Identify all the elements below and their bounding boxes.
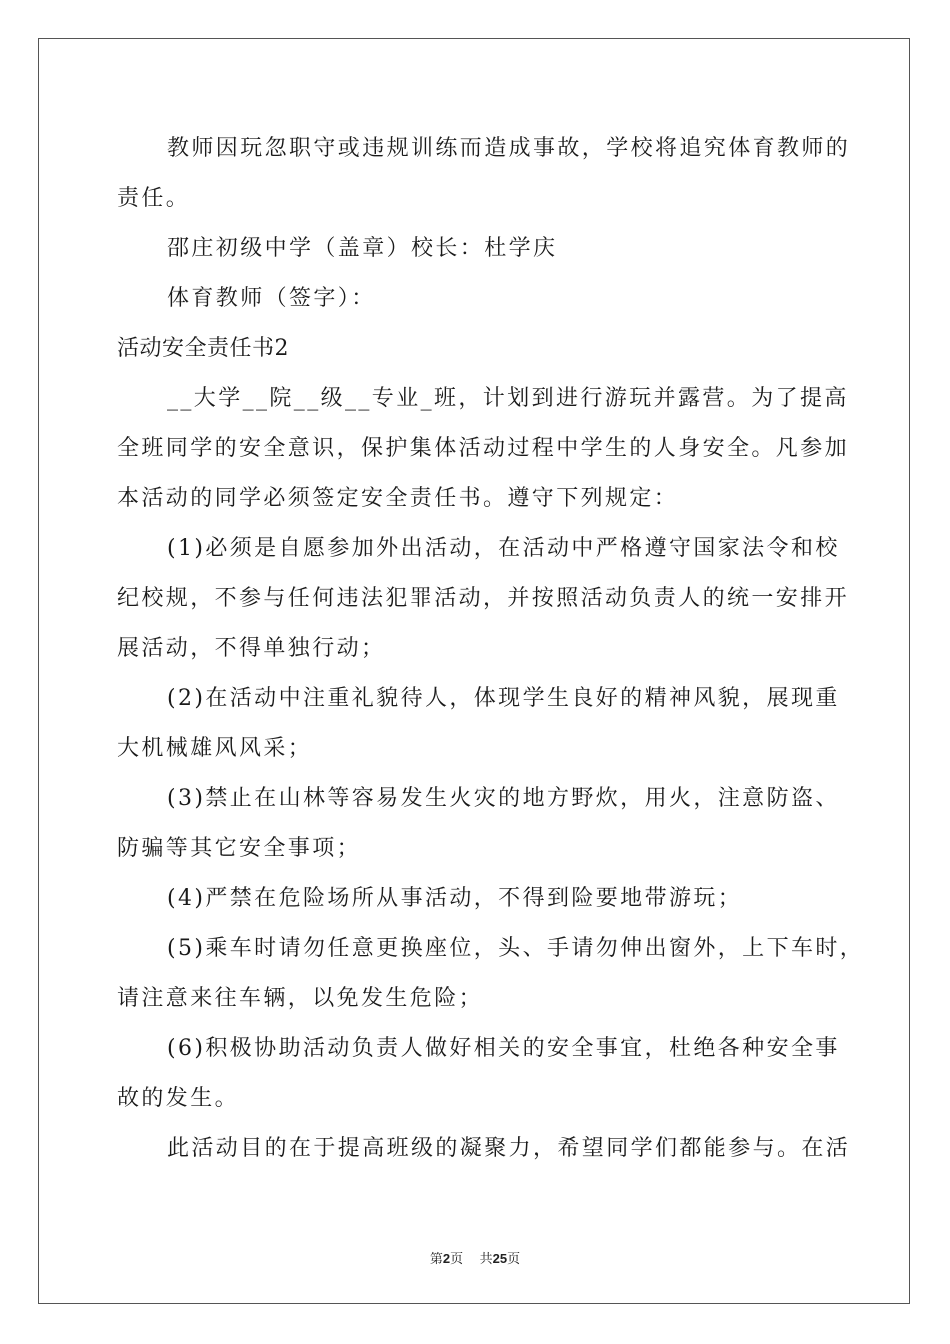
signature-line-school: 邵庄初级中学（盖章）校长：杜学庆 — [167, 236, 558, 261]
paragraph-line: 全班同学的安全意识，保护集体活动过程中学生的人身安全。凡参加 — [117, 436, 850, 461]
rule-item-5: (5)乘车时请勿任意更换座位，头、手请勿伸出窗外，上下车时， — [167, 936, 865, 961]
paragraph-line: 此活动目的在于提高班级的凝聚力，希望同学们都能参与。在活 — [167, 1136, 851, 1161]
paragraph-line: 纪校规，不参与任何违法犯罪活动，并按照活动负责人的统一安排开 — [117, 586, 850, 611]
signature-line-teacher: 体育教师（签字）： — [167, 286, 376, 311]
rule-item-2: (2)在活动中注重礼貌待人，体现学生良好的精神风貌，展现重 — [167, 686, 840, 711]
total-prefix: 共 — [479, 1252, 493, 1267]
rule-item-1: (1)必须是自愿参加外出活动，在活动中严格遵守国家法令和校 — [167, 536, 840, 561]
paragraph-line: 本活动的同学必须签定安全责任书。遵守下列规定： — [117, 486, 679, 511]
page-border — [38, 38, 910, 1304]
paragraph-line: 大机械雄风风采； — [117, 736, 313, 761]
rule-item-4: (4)严禁在危险场所从事活动，不得到险要地带游玩； — [167, 886, 743, 911]
paragraph-line: 防骗等其它安全事项； — [117, 836, 362, 861]
rule-item-6: (6)积极协助活动负责人做好相关的安全事宜，杜绝各种安全事 — [167, 1036, 840, 1061]
total-suffix: 页 — [507, 1252, 521, 1267]
rule-item-3: (3)禁止在山林等容易发生火灾的地方野炊，用火，注意防盗、 — [167, 786, 840, 811]
paragraph-line: 故的发生。 — [117, 1086, 240, 1111]
paragraph-line: 展活动，不得单独行动； — [117, 636, 386, 661]
paragraph-line: 教师因玩忽职守或违规训练而造成事故，学校将追究体育教师的 — [167, 136, 851, 161]
page-footer — [0, 1248, 950, 1267]
page-prefix: 第 — [429, 1252, 443, 1267]
page-suffix: 页 — [450, 1252, 464, 1267]
paragraph-line: 责任。 — [117, 186, 191, 211]
section-title: 活动安全责任书2 — [117, 336, 289, 361]
paragraph-line: 请注意来往车辆，以免发生危险； — [117, 986, 484, 1011]
page-number: 2 — [442, 1251, 451, 1266]
paragraph-line: __大学__院__级__专业_班，计划到进行游玩并露营。为了提高 — [167, 386, 849, 411]
total-pages: 25 — [492, 1251, 508, 1266]
